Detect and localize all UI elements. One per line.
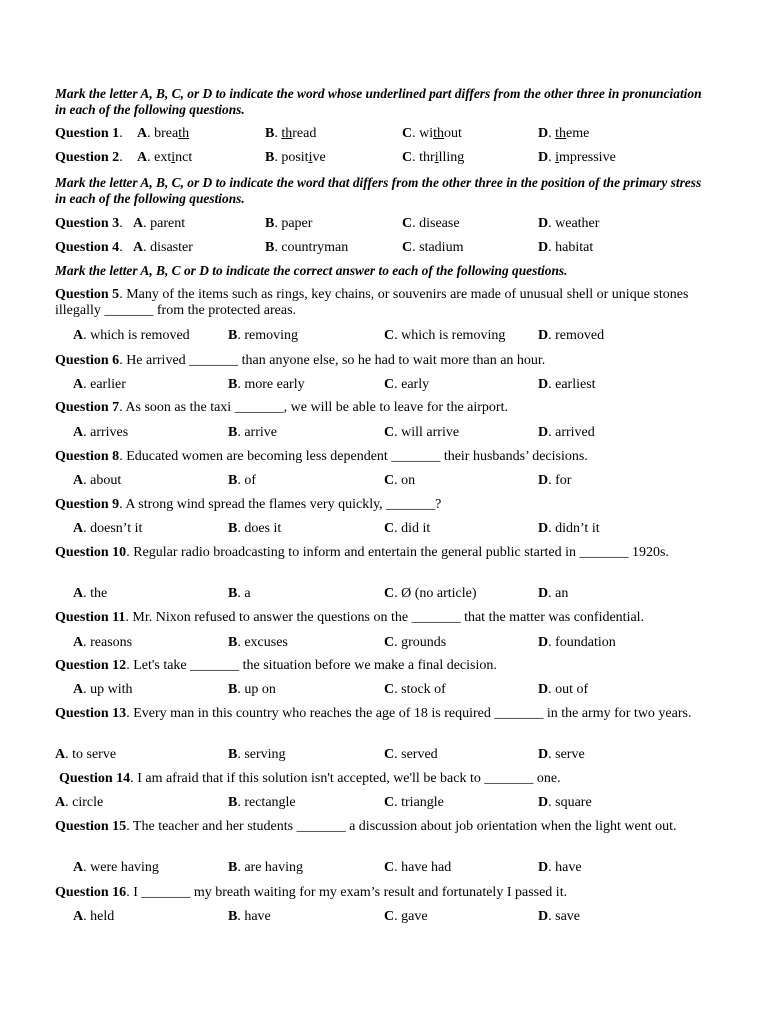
- option-letter: B: [265, 240, 275, 255]
- option-a[interactable]: A. held: [73, 909, 115, 924]
- option-text: about: [90, 473, 122, 488]
- option-text: held: [90, 909, 115, 924]
- option-letter: A: [133, 240, 144, 255]
- option-letter: C: [384, 795, 395, 810]
- instruction-stress: Mark the letter A, B, C, or D to indicate the word that differs from the other three in the position of the primary stress in each of the following questions.: [55, 175, 702, 206]
- question-punct: .: [119, 216, 123, 231]
- question-16: [55, 885, 720, 901]
- question-11: [55, 610, 720, 626]
- question-label: Question 7: [55, 400, 120, 415]
- option-b[interactable]: B. up on: [228, 682, 276, 697]
- option-letter: B: [228, 328, 238, 343]
- option-b[interactable]: B. excuses: [228, 635, 288, 650]
- question-label: Question 13: [55, 706, 127, 721]
- underlined-part: th: [281, 126, 293, 141]
- option-text: reasons: [90, 635, 133, 650]
- option-d[interactable]: D. have: [538, 860, 582, 875]
- option-letter: D: [538, 473, 549, 488]
- option-text: have: [555, 860, 582, 875]
- option-text: serving: [244, 747, 286, 762]
- option-letter: D: [538, 795, 549, 810]
- option-letter: A: [73, 682, 84, 697]
- option-letter: D: [538, 860, 549, 875]
- option-text: paper: [281, 216, 313, 231]
- option-letter: A: [73, 909, 84, 924]
- option-text: more early: [244, 377, 305, 392]
- option-text: disease: [419, 216, 460, 231]
- option-letter: C: [384, 473, 395, 488]
- option-letter: B: [228, 586, 238, 601]
- option-text: rectangle: [244, 795, 296, 810]
- option-letter: A: [73, 521, 84, 536]
- option-letter: B: [228, 747, 238, 762]
- option-b[interactable]: B. serving: [228, 747, 286, 762]
- option-c[interactable]: C. disease: [402, 216, 460, 231]
- option-text: ve: [312, 150, 326, 165]
- option-letter: B: [228, 909, 238, 924]
- option-letter: B: [265, 150, 275, 165]
- option-text: square: [555, 795, 592, 810]
- option-text: gave: [401, 909, 428, 924]
- option-text: didn’t it: [555, 521, 600, 536]
- option-text: habitat: [555, 240, 594, 255]
- option-text: will arrive: [401, 425, 460, 440]
- question-label: Question 11: [55, 610, 126, 625]
- option-b[interactable]: B. more early: [228, 377, 305, 392]
- option-text: save: [555, 909, 581, 924]
- option-text: wi: [419, 126, 434, 141]
- option-c[interactable]: C. on: [384, 473, 416, 488]
- option-letter: D: [538, 747, 549, 762]
- option-c[interactable]: C. did it: [384, 521, 431, 536]
- option-a[interactable]: A. to serve: [55, 747, 117, 762]
- option-text: to serve: [72, 747, 117, 762]
- option-letter: A: [133, 216, 144, 231]
- option-d[interactable]: D. impressive: [538, 150, 616, 165]
- question-label: Question 16: [55, 885, 127, 900]
- option-text: out: [444, 126, 462, 141]
- option-text: on: [401, 473, 416, 488]
- option-letter: C: [402, 216, 413, 231]
- option-text: does it: [244, 521, 282, 536]
- option-letter: A: [73, 425, 84, 440]
- option-letter: C: [384, 909, 395, 924]
- option-text: serve: [555, 747, 585, 762]
- option-d[interactable]: D. habitat: [538, 240, 594, 255]
- option-text: ext: [154, 150, 172, 165]
- option-c[interactable]: C. early: [384, 377, 430, 392]
- option-text: disaster: [150, 240, 193, 255]
- question-punct: .: [119, 150, 123, 165]
- option-letter: C: [402, 150, 413, 165]
- option-letter: A: [137, 126, 148, 141]
- question-label: Question 1: [55, 126, 120, 141]
- question-label: Question 12: [55, 658, 127, 673]
- question-punct: .: [119, 240, 123, 255]
- question-text: . Educated women are becoming less dependent _______ their husbands’ decisions.: [119, 449, 588, 464]
- underlined-part: i: [434, 150, 439, 165]
- question-label: Question 9: [55, 497, 120, 512]
- option-d[interactable]: D. foundation: [538, 635, 616, 650]
- question-text: . I am afraid that if this solution isn't accepted, we'll be back to _______ one.: [130, 771, 561, 786]
- option-a[interactable]: A. the: [73, 586, 108, 601]
- question-13: [55, 706, 720, 722]
- option-text: eme: [566, 126, 590, 141]
- option-letter: B: [228, 682, 238, 697]
- question-text: . Every man in this country who reaches the age of 18 is required _______ in the army for two years.: [126, 706, 692, 721]
- option-letter: D: [538, 521, 549, 536]
- option-c[interactable]: C. gave: [384, 909, 428, 924]
- option-c[interactable]: C. thrilling: [402, 150, 465, 165]
- option-c[interactable]: C. grounds: [384, 635, 447, 650]
- option-a[interactable]: A. doesn’t it: [73, 521, 143, 536]
- underlined-part: th: [433, 126, 445, 141]
- option-letter: D: [538, 635, 549, 650]
- question-8: [55, 449, 720, 465]
- question-10: [55, 545, 720, 561]
- option-text: brea: [154, 126, 179, 141]
- option-letter: A: [73, 377, 84, 392]
- option-b[interactable]: B. removing: [228, 328, 298, 343]
- instruction-pronunciation: Mark the letter A, B, C, or D to indicate the word whose underlined part differs from the other three in pronunciation in each of the following questions.: [55, 86, 702, 117]
- option-letter: B: [265, 216, 275, 231]
- option-letter: C: [402, 126, 413, 141]
- option-text: out of: [555, 682, 589, 697]
- option-d[interactable]: D. didn’t it: [538, 521, 600, 536]
- option-text: up with: [90, 682, 133, 697]
- option-b[interactable]: B. are having: [228, 860, 304, 875]
- option-letter: D: [538, 216, 549, 231]
- question-label: Question 4: [55, 240, 120, 255]
- option-a[interactable]: A. breath: [137, 126, 190, 141]
- option-b[interactable]: B. paper: [265, 216, 313, 231]
- option-letter: D: [538, 328, 549, 343]
- option-text: which is removing: [401, 328, 506, 343]
- option-letter: A: [73, 635, 84, 650]
- option-letter: A: [73, 586, 84, 601]
- option-b[interactable]: B. of: [228, 473, 257, 488]
- option-letter: A: [55, 795, 66, 810]
- option-letter: D: [538, 586, 549, 601]
- option-text: arrives: [90, 425, 129, 440]
- option-c[interactable]: C. without: [402, 126, 462, 141]
- question-text: . Many of the items such as rings, key chains, or souvenirs are made of unusual shell or unique stones illegally _______ from the protected areas.: [55, 287, 689, 318]
- option-text: for: [555, 473, 572, 488]
- option-d[interactable]: D. out of: [538, 682, 589, 697]
- option-a[interactable]: A. which is removed: [73, 328, 190, 343]
- option-text: Ø (no article): [401, 586, 477, 601]
- question-12: [55, 658, 720, 674]
- option-c[interactable]: C. triangle: [384, 795, 444, 810]
- option-letter: C: [384, 860, 395, 875]
- option-d[interactable]: D. save: [538, 909, 581, 924]
- option-c[interactable]: C. Ø (no article): [384, 586, 477, 601]
- option-letter: B: [265, 126, 275, 141]
- option-letter: C: [384, 377, 395, 392]
- question-15: [55, 819, 720, 835]
- option-letter: B: [228, 635, 238, 650]
- question-6: [55, 353, 720, 369]
- option-letter: A: [73, 473, 84, 488]
- question-label: Question 8: [55, 449, 120, 464]
- option-d[interactable]: D. square: [538, 795, 592, 810]
- option-text: did it: [401, 521, 431, 536]
- option-d[interactable]: D. serve: [538, 747, 585, 762]
- option-c[interactable]: C. will arrive: [384, 425, 460, 440]
- question-5: [55, 287, 720, 319]
- question-label: Question 14: [59, 771, 131, 786]
- option-a[interactable]: A. were having: [73, 860, 159, 875]
- instruction-correct-answer: Mark the letter A, B, C or D to indicate the correct answer to each of the following questions.: [55, 263, 568, 278]
- question-label: Question 15: [55, 819, 127, 834]
- question-text: . The teacher and her students _______ a discussion about job orientation when the light went out.: [126, 819, 677, 834]
- option-text: are having: [244, 860, 304, 875]
- option-letter: B: [228, 521, 238, 536]
- option-text: stadium: [419, 240, 464, 255]
- question-text: . He arrived _______ than anyone else, so he had to wait more than an hour.: [119, 353, 546, 368]
- option-text: which is removed: [90, 328, 190, 343]
- option-text: grounds: [401, 635, 447, 650]
- option-text: read: [292, 126, 317, 141]
- underlined-part: i: [555, 150, 560, 165]
- option-letter: C: [384, 682, 395, 697]
- option-b[interactable]: B. does it: [228, 521, 282, 536]
- option-text: of: [244, 473, 257, 488]
- question-label: Question 5: [55, 287, 120, 302]
- option-letter: C: [384, 521, 395, 536]
- option-letter: B: [228, 473, 238, 488]
- option-text: a: [244, 586, 251, 601]
- option-letter: C: [384, 586, 395, 601]
- option-letter: D: [538, 909, 549, 924]
- option-text: doesn’t it: [90, 521, 143, 536]
- question-9: [55, 497, 720, 513]
- option-text: removed: [555, 328, 605, 343]
- underlined-part: th: [555, 126, 567, 141]
- option-text: an: [555, 586, 569, 601]
- question-text: . A strong wind spread the flames very quickly, _______?: [119, 497, 442, 512]
- option-d[interactable]: D. an: [538, 586, 569, 601]
- option-a[interactable]: A. reasons: [73, 635, 133, 650]
- option-letter: A: [73, 328, 84, 343]
- option-letter: D: [538, 682, 549, 697]
- option-c[interactable]: C. served: [384, 747, 438, 762]
- option-a[interactable]: A. circle: [55, 795, 104, 810]
- option-b[interactable]: B. thread: [265, 126, 317, 141]
- option-text: arrive: [244, 425, 277, 440]
- option-a[interactable]: A. about: [73, 473, 122, 488]
- option-text: foundation: [555, 635, 616, 650]
- option-d[interactable]: D. weather: [538, 216, 600, 231]
- option-text: served: [401, 747, 438, 762]
- option-b[interactable]: B. positive: [265, 150, 326, 165]
- option-a[interactable]: A. earlier: [73, 377, 126, 392]
- question-text: . I _______ my breath waiting for my exam’s result and fortunately I passed it.: [126, 885, 568, 900]
- option-text: nct: [175, 150, 193, 165]
- question-text: . Mr. Nixon refused to answer the questions on the _______ that the matter was confidential.: [125, 610, 645, 625]
- option-text: have: [244, 909, 271, 924]
- option-letter: B: [228, 377, 238, 392]
- option-c[interactable]: C. have had: [384, 860, 452, 875]
- option-text: removing: [244, 328, 298, 343]
- option-d[interactable]: D. arrived: [538, 425, 595, 440]
- option-letter: A: [137, 150, 148, 165]
- option-text: lling: [438, 150, 465, 165]
- question-14: [59, 771, 724, 787]
- option-text: excuses: [244, 635, 288, 650]
- question-punct: .: [119, 126, 123, 141]
- option-text: parent: [150, 216, 186, 231]
- option-letter: D: [538, 425, 549, 440]
- option-text: the: [90, 586, 108, 601]
- question-7: [55, 400, 720, 416]
- question-text: . As soon as the taxi _______, we will be able to leave for the airport.: [119, 400, 508, 415]
- question-text: . Regular radio broadcasting to inform and entertain the general public started in _______ 1920s.: [126, 545, 669, 560]
- option-b[interactable]: B. a: [228, 586, 251, 601]
- option-c[interactable]: C. which is removing: [384, 328, 506, 343]
- option-d[interactable]: D. for: [538, 473, 572, 488]
- option-c[interactable]: C. stadium: [402, 240, 464, 255]
- option-a[interactable]: A. extinct: [137, 150, 193, 165]
- option-letter: C: [384, 328, 395, 343]
- option-text: have had: [401, 860, 452, 875]
- option-letter: C: [384, 425, 395, 440]
- option-b[interactable]: B. arrive: [228, 425, 277, 440]
- option-c[interactable]: C. stock of: [384, 682, 446, 697]
- option-text: circle: [72, 795, 104, 810]
- option-a[interactable]: A. up with: [73, 682, 133, 697]
- question-text: . Let's take _______ the situation before we make a final decision.: [126, 658, 497, 673]
- option-letter: C: [402, 240, 413, 255]
- option-text: earlier: [90, 377, 126, 392]
- option-letter: D: [538, 240, 549, 255]
- underlined-part: i: [171, 150, 176, 165]
- option-letter: A: [73, 860, 84, 875]
- option-text: up on: [244, 682, 276, 697]
- option-d[interactable]: D. earliest: [538, 377, 596, 392]
- option-text: posit: [281, 150, 309, 165]
- underlined-part: th: [178, 126, 190, 141]
- option-letter: D: [538, 126, 549, 141]
- option-letter: D: [538, 377, 549, 392]
- option-letter: D: [538, 150, 549, 165]
- option-letter: A: [55, 747, 66, 762]
- option-a[interactable]: A. parent: [133, 216, 186, 231]
- option-letter: B: [228, 795, 238, 810]
- question-label: Question 6: [55, 353, 120, 368]
- option-a[interactable]: A. arrives: [73, 425, 129, 440]
- option-text: earliest: [555, 377, 596, 392]
- option-text: early: [401, 377, 430, 392]
- option-letter: C: [384, 747, 395, 762]
- option-text: arrived: [555, 425, 595, 440]
- option-letter: B: [228, 860, 238, 875]
- option-text: mpressive: [559, 150, 616, 165]
- option-letter: C: [384, 635, 395, 650]
- option-letter: B: [228, 425, 238, 440]
- option-text: stock of: [401, 682, 446, 697]
- option-text: triangle: [401, 795, 444, 810]
- option-d[interactable]: D. removed: [538, 328, 605, 343]
- question-label: Question 10: [55, 545, 127, 560]
- option-a[interactable]: A. disaster: [133, 240, 193, 255]
- underlined-part: i: [308, 150, 313, 165]
- option-b[interactable]: B. countryman: [265, 240, 349, 255]
- option-text: were having: [90, 860, 159, 875]
- option-text: weather: [555, 216, 600, 231]
- question-label: Question 2: [55, 150, 120, 165]
- option-text: thr: [419, 150, 435, 165]
- option-b[interactable]: B. rectangle: [228, 795, 296, 810]
- question-label: Question 3: [55, 216, 120, 231]
- option-text: countryman: [281, 240, 349, 255]
- option-d[interactable]: D. theme: [538, 126, 590, 141]
- option-b[interactable]: B. have: [228, 909, 271, 924]
